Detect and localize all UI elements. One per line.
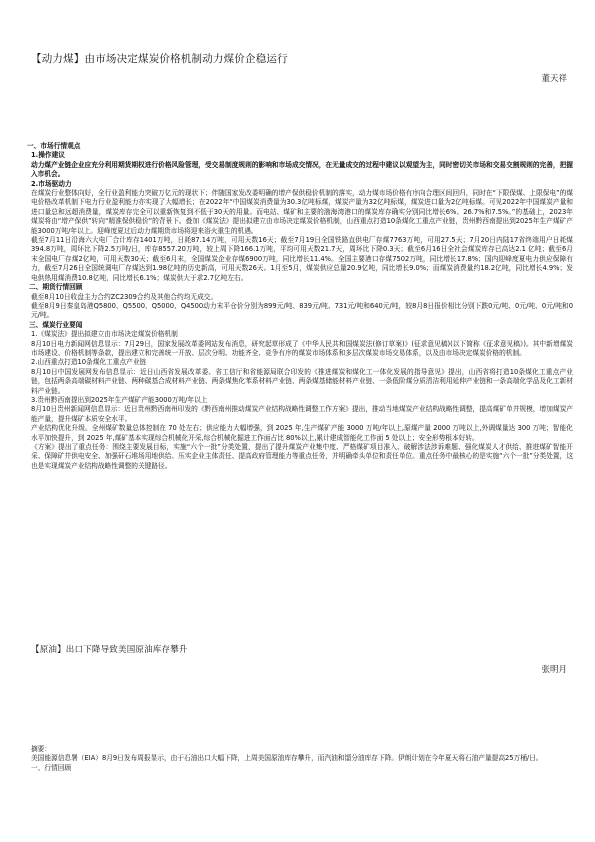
paragraph: 截至8月9日秦皇岛港Q5800、Q5500、Q5000、Q4500动力末平仓价分别为899元/吨、839元/吨、731元/吨和640元/吨，较8月8日报价相比分别下跌0元/吨、0元/吨、0元/吨和0元/吨。	[31, 301, 573, 320]
abstract-text: 美国能源信息署（EIA）8月9日发布周报显示，由于石油出口大幅下降，上周美国原油库存攀升，而汽油和馏分油库存下降。伊朗计划在今年夏天将石油产量提高25万桶/日。	[31, 754, 543, 763]
paragraph: 截至7月11日沿海六大电厂合计库存1401万吨，日耗87.14万吨，可用天数16天；截至7月19日全国铁路直供电厂存煤7763万吨，可用27.5天；7月20日内陆17省终端用户日耗煤394.8万吨，周环比下降2.5万吨/日，库存8557.20万吨，较上周下降166.1万吨，平均可用天数21.7天，周环比下降0.3天；截至6月16日全社会煤炭库存已高达2.1 亿吨；截至6月末全国电厂存煤2亿吨，可用天数30天；截至6月末，全国煤炭企业存煤6900万吨，同比增长11.4%。全国主要港口存煤7502万吨，同比增长17.8%；国内迎峰度夏电力供应保障有力，截至7月26日全国统调电厂存煤达到1.98亿吨的历史新高，可用天数26天。1月至5月，煤炭供应总量20.9亿吨，同比增长9.0%；而煤炭消费量约18.2亿吨，同比增长4.9%；发电供热用煤消费10.8亿吨，同比增长6.1%；煤炭供大于求2.7亿吨左右。	[31, 236, 573, 282]
operation-advice: 动力煤产业链企业应充分利用期货期权进行价格风险管理，受交易制度规则的影响和市场成交情况，在无量成交的过程中建议以观望为主，同时密切关市场和交易交割规则的完善，把握入市机会。	[31, 160, 573, 179]
article1-author: 董天祥	[541, 74, 567, 84]
paragraph: 8月10日贵州新闻网信息显示：近日贵州黔西南州印发的《黔西南州推动煤炭产业结构战略性调整工作方案》提出，推动当地煤炭产业结构战略性调整，提高煤矿单井规模，增加煤炭产能产量，提升煤矿本质安全水平。	[31, 405, 573, 423]
paragraph: 《方案》提出了重点任务：围绕主要发展目标，实施“六个一批”分类处置，提出了提升煤炭产业集中度、严格煤矿项目准入、破解涉法涉诉难题、强化煤炭人才供给、推进煤矿智能开采、保障矿井供电安全、加强矸石堆场用地供给、压实企业主体责任、提高政府管理能力等重点任务，并明确牵头单位和责任单位。重点任务中最核心的是实施“六个一批”分类处置，这也是实现煤炭产业结构战略性调整的关键路径。	[31, 443, 573, 470]
paragraph: 截至8月10日收盘主力合约ZC2309合约及其他合约均无成交。	[31, 292, 218, 301]
news-heading: 2.山西重点打造10条煤化工重点产业链	[31, 358, 147, 367]
article1-body	[27, 142, 573, 471]
news-heading: 3.贵州黔西南提出到2025年生产煤矿产能3000万吨/年以上	[31, 395, 208, 404]
article2-body	[27, 745, 573, 773]
abstract-label: 摘要：	[31, 745, 52, 753]
article2-title: 【原油】出口下降导致美国原油库存攀升	[31, 645, 188, 655]
paragraph: 产业结构优化升级。全州煤矿数量总体控制在 70 处左右；供应能力大幅增强，到 2025 年,生产煤矿产能 3000 万吨/年以上,原煤产量 2000 万吨以上,外调煤量达 300 万吨；智能化水平加快提升，到 2025 年,煤矿基本实现综合机械化开采,综合机械化掘进工作面占比 80%以上,累计建成智能化工作面 5 处以上；安全形势根本好转。	[31, 424, 573, 442]
section-heading: 一、行情回顾	[31, 763, 72, 772]
section-heading: 三、煤炭行业要闻	[29, 320, 83, 329]
paragraph: 8月10日中国发展网发布信息显示：近日山西省发展改革委、省工信厅和省能源局联合印发的《推进煤炭和煤化工一体化发展的指导意见》提出，山西省将打造10条煤化工重点产业链，包括两条高端碳材料产业链、两种碳基合成材料产业链、两条煤焦化苯系材料产业链、两条煤基储能材料产业链、一条低阶煤分质清洁利用延伸产业链和一条高端化学品及化工新材料产业链。	[31, 367, 573, 395]
article2-author: 张明月	[541, 665, 567, 675]
article1-title: 【动力煤】由市场决定煤炭价格机制动力煤价企稳运行	[31, 53, 288, 65]
subsection-heading: 1.操作建议	[31, 151, 65, 160]
news-heading: 1.《煤炭法》提出拟建立由市场决定煤炭价格机制	[31, 330, 178, 339]
subsection-heading: 2.市场驱动力	[31, 179, 72, 188]
section-heading: 二、期货行情回顾	[29, 283, 83, 292]
section-heading: 一、市场行情观点	[27, 142, 81, 150]
paragraph: 8月10日电力新闻网信息显示：7月29日，国家发展改革委网站发布消息，研究起草形成了《中华人民共和国煤炭法(修订草案)》(征求意见稿)(以下简称《征求意见稿》)。其中新增煤炭市场建设、价格机制等条款，提出建立和完善统一开放、层次分明、功能齐全、竞争有序的煤炭市场体系和多层次煤炭市场交易体系，以及由市场决定煤炭价格的机制。	[31, 339, 573, 357]
paragraph: 在煤炭行业整体向好，全行业盈利能力突破万亿元的现状下；伴随国家发改委明确的增产保供稳价机制的落实，动力煤市场价格有序向合理区间回归，同时在“下限保煤、上限保电”的煤电价格改革机制下电力行业盈利能力亦实现了大幅增长；在2022年“中国煤炭消费量为30.3亿吨标煤，煤炭产量为32亿吨标煤，煤炭进口量为2亿吨标煤。可见2022年中国煤炭产量和进口量总和远超消费量，煤炭库存完全可以重新恢复到不低于30天的用量。而电站、煤矿和主要的渤海湾港口的煤炭库存确实分别同比增长6%、26.7%和7.5%。”的基础上，2023年煤炭将由“增产保供”转向“精准保供稳价”的背景下。叠加《煤炭法》提出拟建立由市场决定煤炭价格机制，山西重点打造10条煤化工重点产业链，贵州黔西南提出到2025年生产煤矿产能3000万吨/年以上。迎峰度夏过后动力煤期货市场将迎来浴火重生的机遇。	[31, 189, 573, 235]
